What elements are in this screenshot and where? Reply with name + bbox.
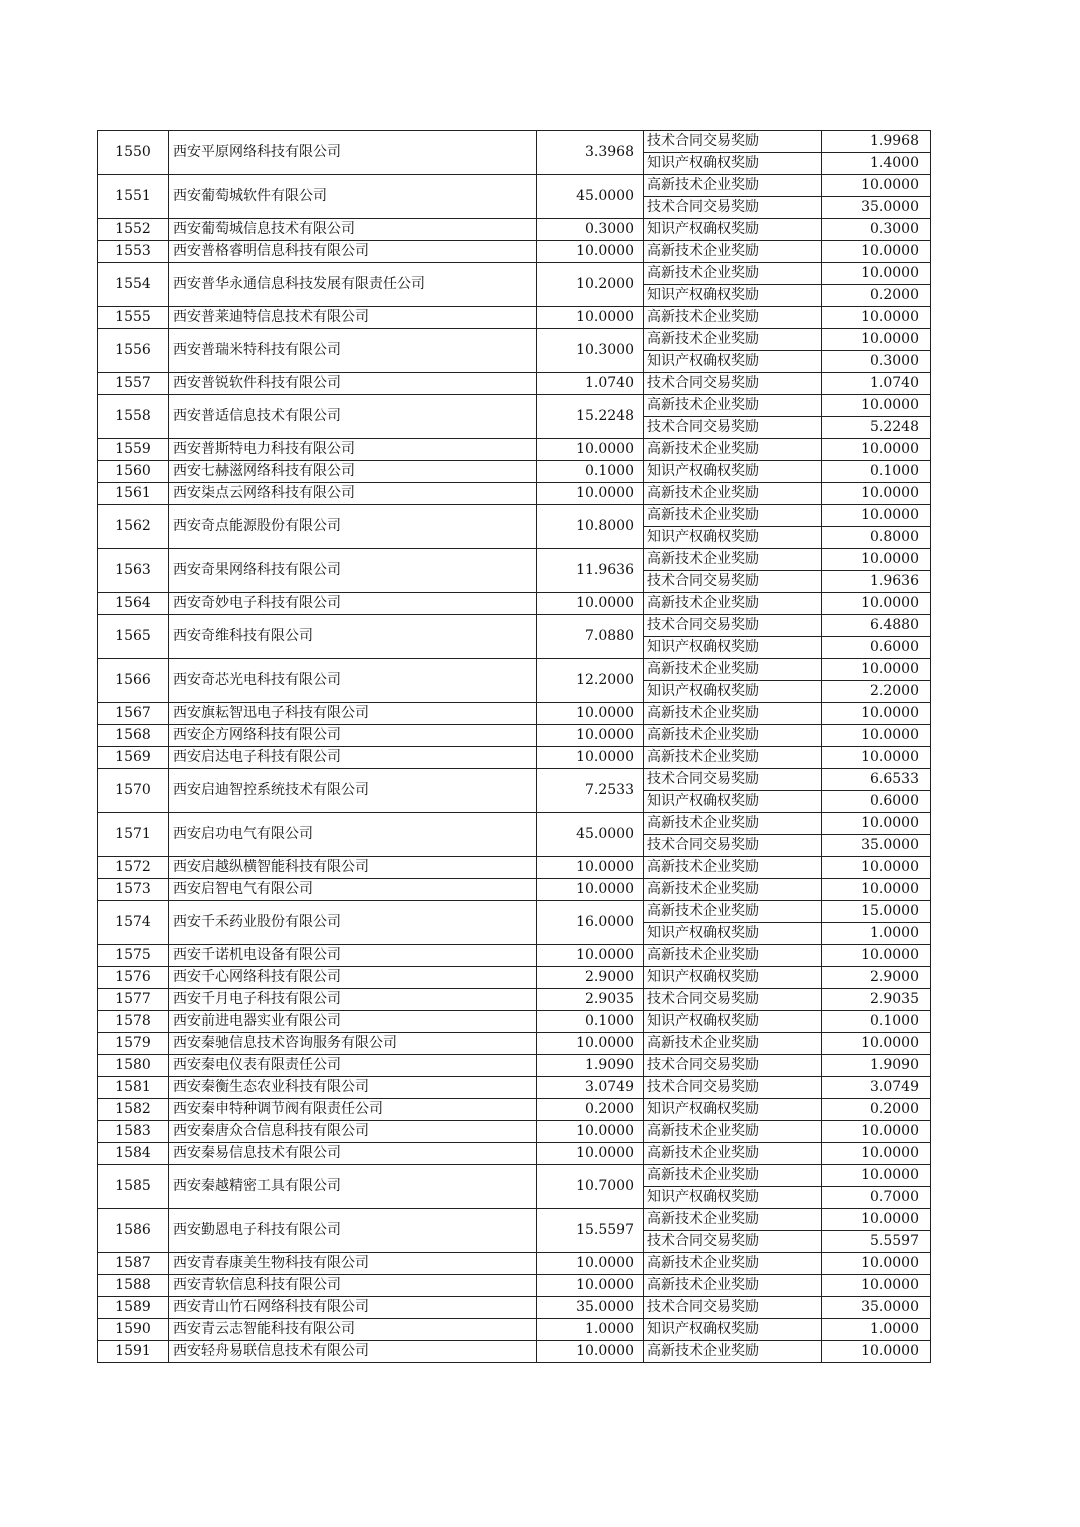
award-table [97, 130, 931, 1363]
company-name: 西安奇芯光电科技有限公司 [169, 659, 537, 703]
award-amount: 35.0000 [822, 1297, 931, 1319]
company-name: 西安葡萄城信息技术有限公司 [169, 219, 537, 241]
total-amount: 11.9636 [537, 549, 644, 593]
award-type: 技术合同交易奖励 [644, 131, 822, 153]
row-number: 1574 [98, 901, 169, 945]
company-name: 西安启智电气有限公司 [169, 879, 537, 901]
company-name: 西安普斯特电力科技有限公司 [169, 439, 537, 461]
award-amount: 0.7000 [822, 1187, 931, 1209]
company-name: 西安秦易信息技术有限公司 [169, 1143, 537, 1165]
award-type: 技术合同交易奖励 [644, 373, 822, 395]
award-type: 技术合同交易奖励 [644, 571, 822, 593]
award-amount: 5.5597 [822, 1231, 931, 1253]
company-name: 西安奇妙电子科技有限公司 [169, 593, 537, 615]
award-type: 高新技术企业奖励 [644, 395, 822, 417]
award-amount: 35.0000 [822, 197, 931, 219]
row-number: 1581 [98, 1077, 169, 1099]
award-type: 知识产权确权奖励 [644, 351, 822, 373]
table-row [98, 395, 931, 417]
table-row [98, 1077, 931, 1099]
row-number: 1569 [98, 747, 169, 769]
total-amount: 1.0740 [537, 373, 644, 395]
award-amount: 0.1000 [822, 461, 931, 483]
table-row [98, 967, 931, 989]
total-amount: 0.3000 [537, 219, 644, 241]
table-row [98, 483, 931, 505]
company-name: 西安奇维科技有限公司 [169, 615, 537, 659]
award-amount: 2.2000 [822, 681, 931, 703]
row-number: 1583 [98, 1121, 169, 1143]
table-row [98, 131, 931, 153]
total-amount: 10.8000 [537, 505, 644, 549]
company-name: 西安启达电子科技有限公司 [169, 747, 537, 769]
award-type: 知识产权确权奖励 [644, 285, 822, 307]
row-number: 1591 [98, 1341, 169, 1363]
award-type: 技术合同交易奖励 [644, 1231, 822, 1253]
table-row [98, 615, 931, 637]
table-row [98, 307, 931, 329]
row-number: 1588 [98, 1275, 169, 1297]
company-name: 西安奇点能源股份有限公司 [169, 505, 537, 549]
row-number: 1578 [98, 1011, 169, 1033]
table-row [98, 813, 931, 835]
total-amount: 10.2000 [537, 263, 644, 307]
table-row [98, 857, 931, 879]
row-number: 1550 [98, 131, 169, 175]
row-number: 1556 [98, 329, 169, 373]
award-amount: 0.1000 [822, 1011, 931, 1033]
award-type: 知识产权确权奖励 [644, 1187, 822, 1209]
award-amount: 10.0000 [822, 241, 931, 263]
row-number: 1553 [98, 241, 169, 263]
award-type: 高新技术企业奖励 [644, 945, 822, 967]
award-type: 高新技术企业奖励 [644, 307, 822, 329]
row-number: 1576 [98, 967, 169, 989]
total-amount: 10.0000 [537, 483, 644, 505]
award-amount: 0.6000 [822, 637, 931, 659]
award-amount: 35.0000 [822, 835, 931, 857]
table-row [98, 1033, 931, 1055]
company-name: 西安平原网络科技有限公司 [169, 131, 537, 175]
table-row [98, 1143, 931, 1165]
total-amount: 1.9090 [537, 1055, 644, 1077]
award-type: 知识产权确权奖励 [644, 153, 822, 175]
table-row [98, 175, 931, 197]
award-amount: 10.0000 [822, 1033, 931, 1055]
row-number: 1575 [98, 945, 169, 967]
row-number: 1573 [98, 879, 169, 901]
award-type: 技术合同交易奖励 [644, 417, 822, 439]
award-type: 高新技术企业奖励 [644, 857, 822, 879]
total-amount: 10.0000 [537, 307, 644, 329]
award-table-body [98, 131, 931, 1363]
total-amount: 45.0000 [537, 175, 644, 219]
award-amount: 10.0000 [822, 263, 931, 285]
total-amount: 10.0000 [537, 1341, 644, 1363]
award-type: 高新技术企业奖励 [644, 329, 822, 351]
award-amount: 1.0740 [822, 373, 931, 395]
award-amount: 10.0000 [822, 813, 931, 835]
company-name: 西安秦衡生态农业科技有限公司 [169, 1077, 537, 1099]
company-name: 西安轻舟易联信息技术有限公司 [169, 1341, 537, 1363]
award-type: 技术合同交易奖励 [644, 835, 822, 857]
total-amount: 10.0000 [537, 747, 644, 769]
award-amount: 10.0000 [822, 1275, 931, 1297]
total-amount: 10.0000 [537, 703, 644, 725]
award-type: 技术合同交易奖励 [644, 769, 822, 791]
table-row [98, 1275, 931, 1297]
table-row [98, 1319, 931, 1341]
award-type: 高新技术企业奖励 [644, 901, 822, 923]
row-number: 1586 [98, 1209, 169, 1253]
table-row [98, 263, 931, 285]
award-type: 知识产权确权奖励 [644, 791, 822, 813]
award-type: 知识产权确权奖励 [644, 219, 822, 241]
award-amount: 2.9035 [822, 989, 931, 1011]
award-amount: 10.0000 [822, 549, 931, 571]
row-number: 1555 [98, 307, 169, 329]
total-amount: 10.0000 [537, 879, 644, 901]
company-name: 西安千禾药业股份有限公司 [169, 901, 537, 945]
award-type: 高新技术企业奖励 [644, 725, 822, 747]
award-type: 高新技术企业奖励 [644, 879, 822, 901]
table-row [98, 1165, 931, 1187]
table-row [98, 989, 931, 1011]
total-amount: 3.0749 [537, 1077, 644, 1099]
table-row [98, 1055, 931, 1077]
row-number: 1580 [98, 1055, 169, 1077]
row-number: 1577 [98, 989, 169, 1011]
row-number: 1568 [98, 725, 169, 747]
award-amount: 10.0000 [822, 945, 931, 967]
company-name: 西安普莱迪特信息技术有限公司 [169, 307, 537, 329]
award-amount: 10.0000 [822, 659, 931, 681]
total-amount: 0.1000 [537, 1011, 644, 1033]
award-amount: 6.6533 [822, 769, 931, 791]
company-name: 西安青春康美生物科技有限公司 [169, 1253, 537, 1275]
company-name: 西安柒点云网络科技有限公司 [169, 483, 537, 505]
award-amount: 10.0000 [822, 1121, 931, 1143]
table-row [98, 1209, 931, 1231]
award-type: 知识产权确权奖励 [644, 527, 822, 549]
company-name: 西安青山竹石网络科技有限公司 [169, 1297, 537, 1319]
total-amount: 35.0000 [537, 1297, 644, 1319]
award-type: 高新技术企业奖励 [644, 439, 822, 461]
award-amount: 10.0000 [822, 1143, 931, 1165]
award-type: 知识产权确权奖励 [644, 1319, 822, 1341]
row-number: 1552 [98, 219, 169, 241]
total-amount: 10.0000 [537, 439, 644, 461]
total-amount: 7.0880 [537, 615, 644, 659]
award-amount: 10.0000 [822, 1209, 931, 1231]
award-type: 高新技术企业奖励 [644, 1253, 822, 1275]
award-amount: 10.0000 [822, 879, 931, 901]
award-amount: 2.9000 [822, 967, 931, 989]
award-amount: 3.0749 [822, 1077, 931, 1099]
total-amount: 10.0000 [537, 1143, 644, 1165]
award-amount: 10.0000 [822, 1253, 931, 1275]
award-amount: 1.0000 [822, 1319, 931, 1341]
award-amount: 0.6000 [822, 791, 931, 813]
award-amount: 10.0000 [822, 593, 931, 615]
table-row [98, 1297, 931, 1319]
row-number: 1566 [98, 659, 169, 703]
company-name: 西安秦越精密工具有限公司 [169, 1165, 537, 1209]
row-number: 1571 [98, 813, 169, 857]
award-type: 知识产权确权奖励 [644, 923, 822, 945]
company-name: 西安普适信息技术有限公司 [169, 395, 537, 439]
total-amount: 12.2000 [537, 659, 644, 703]
table-row [98, 1121, 931, 1143]
award-amount: 6.4880 [822, 615, 931, 637]
row-number: 1560 [98, 461, 169, 483]
total-amount: 10.0000 [537, 725, 644, 747]
row-number: 1589 [98, 1297, 169, 1319]
table-row [98, 725, 931, 747]
award-type: 技术合同交易奖励 [644, 615, 822, 637]
row-number: 1572 [98, 857, 169, 879]
award-type: 知识产权确权奖励 [644, 637, 822, 659]
table-row [98, 549, 931, 571]
company-name: 西安勤恩电子科技有限公司 [169, 1209, 537, 1253]
total-amount: 10.0000 [537, 945, 644, 967]
row-number: 1558 [98, 395, 169, 439]
award-amount: 10.0000 [822, 725, 931, 747]
company-name: 西安千心网络科技有限公司 [169, 967, 537, 989]
award-type: 高新技术企业奖励 [644, 263, 822, 285]
table-row [98, 1253, 931, 1275]
company-name: 西安普华永通信息科技发展有限责任公司 [169, 263, 537, 307]
table-row [98, 439, 931, 461]
award-type: 知识产权确权奖励 [644, 967, 822, 989]
award-amount: 0.2000 [822, 285, 931, 307]
award-type: 高新技术企业奖励 [644, 483, 822, 505]
row-number: 1551 [98, 175, 169, 219]
award-type: 高新技术企业奖励 [644, 1121, 822, 1143]
company-name: 西安启迪智控系统技术有限公司 [169, 769, 537, 813]
total-amount: 3.3968 [537, 131, 644, 175]
company-name: 西安启越纵横智能科技有限公司 [169, 857, 537, 879]
row-number: 1567 [98, 703, 169, 725]
table-row [98, 461, 931, 483]
company-name: 西安普瑞米特科技有限公司 [169, 329, 537, 373]
table-row [98, 1341, 931, 1363]
row-number: 1579 [98, 1033, 169, 1055]
row-number: 1565 [98, 615, 169, 659]
table-row [98, 659, 931, 681]
table-row [98, 747, 931, 769]
award-amount: 0.8000 [822, 527, 931, 549]
company-name: 西安启功电气有限公司 [169, 813, 537, 857]
table-row [98, 241, 931, 263]
company-name: 西安秦唐众合信息科技有限公司 [169, 1121, 537, 1143]
company-name: 西安普锐软件科技有限公司 [169, 373, 537, 395]
award-amount: 10.0000 [822, 483, 931, 505]
total-amount: 1.0000 [537, 1319, 644, 1341]
table-row [98, 1011, 931, 1033]
award-amount: 10.0000 [822, 175, 931, 197]
award-amount: 0.3000 [822, 351, 931, 373]
total-amount: 10.0000 [537, 1275, 644, 1297]
award-amount: 15.0000 [822, 901, 931, 923]
company-name: 西安普格睿明信息科技有限公司 [169, 241, 537, 263]
award-amount: 10.0000 [822, 329, 931, 351]
total-amount: 15.5597 [537, 1209, 644, 1253]
table-row [98, 1099, 931, 1121]
award-type: 高新技术企业奖励 [644, 747, 822, 769]
award-type: 高新技术企业奖励 [644, 505, 822, 527]
award-amount: 1.0000 [822, 923, 931, 945]
award-type: 技术合同交易奖励 [644, 1055, 822, 1077]
total-amount: 10.0000 [537, 1253, 644, 1275]
total-amount: 0.2000 [537, 1099, 644, 1121]
award-type: 高新技术企业奖励 [644, 593, 822, 615]
award-type: 技术合同交易奖励 [644, 989, 822, 1011]
table-row [98, 373, 931, 395]
row-number: 1557 [98, 373, 169, 395]
total-amount: 16.0000 [537, 901, 644, 945]
company-name: 西安秦电仪表有限责任公司 [169, 1055, 537, 1077]
row-number: 1570 [98, 769, 169, 813]
company-name: 西安青云志智能科技有限公司 [169, 1319, 537, 1341]
total-amount: 10.0000 [537, 1121, 644, 1143]
award-type: 技术合同交易奖励 [644, 1297, 822, 1319]
table-row [98, 703, 931, 725]
row-number: 1582 [98, 1099, 169, 1121]
award-type: 高新技术企业奖励 [644, 1165, 822, 1187]
award-type: 高新技术企业奖励 [644, 241, 822, 263]
company-name: 西安企方网络科技有限公司 [169, 725, 537, 747]
table-row [98, 219, 931, 241]
award-amount: 1.4000 [822, 153, 931, 175]
table-row [98, 879, 931, 901]
company-name: 西安前进电器实业有限公司 [169, 1011, 537, 1033]
company-name: 西安七赫滋网络科技有限公司 [169, 461, 537, 483]
total-amount: 2.9000 [537, 967, 644, 989]
award-type: 高新技术企业奖励 [644, 549, 822, 571]
table-row [98, 769, 931, 791]
row-number: 1563 [98, 549, 169, 593]
table-row [98, 901, 931, 923]
row-number: 1561 [98, 483, 169, 505]
award-amount: 5.2248 [822, 417, 931, 439]
total-amount: 45.0000 [537, 813, 644, 857]
award-amount: 1.9968 [822, 131, 931, 153]
company-name: 西安千诺机电设备有限公司 [169, 945, 537, 967]
award-amount: 10.0000 [822, 1165, 931, 1187]
award-type: 高新技术企业奖励 [644, 1143, 822, 1165]
award-type: 高新技术企业奖励 [644, 1275, 822, 1297]
row-number: 1564 [98, 593, 169, 615]
award-type: 技术合同交易奖励 [644, 197, 822, 219]
total-amount: 10.7000 [537, 1165, 644, 1209]
award-type: 高新技术企业奖励 [644, 1341, 822, 1363]
total-amount: 15.2248 [537, 395, 644, 439]
award-amount: 0.2000 [822, 1099, 931, 1121]
table-row [98, 505, 931, 527]
total-amount: 0.1000 [537, 461, 644, 483]
award-amount: 10.0000 [822, 439, 931, 461]
award-amount: 10.0000 [822, 703, 931, 725]
company-name: 西安青软信息科技有限公司 [169, 1275, 537, 1297]
row-number: 1585 [98, 1165, 169, 1209]
award-type: 高新技术企业奖励 [644, 1209, 822, 1231]
row-number: 1562 [98, 505, 169, 549]
table-row [98, 593, 931, 615]
company-name: 西安葡萄城软件有限公司 [169, 175, 537, 219]
company-name: 西安秦驰信息技术咨询服务有限公司 [169, 1033, 537, 1055]
award-type: 高新技术企业奖励 [644, 703, 822, 725]
table-row [98, 945, 931, 967]
total-amount: 10.0000 [537, 241, 644, 263]
award-amount: 10.0000 [822, 505, 931, 527]
award-type: 高新技术企业奖励 [644, 175, 822, 197]
award-amount: 1.9090 [822, 1055, 931, 1077]
award-type: 知识产权确权奖励 [644, 1099, 822, 1121]
award-type: 高新技术企业奖励 [644, 659, 822, 681]
company-name: 西安奇果网络科技有限公司 [169, 549, 537, 593]
award-type: 技术合同交易奖励 [644, 1077, 822, 1099]
total-amount: 10.3000 [537, 329, 644, 373]
row-number: 1590 [98, 1319, 169, 1341]
total-amount: 10.0000 [537, 1033, 644, 1055]
award-amount: 1.9636 [822, 571, 931, 593]
total-amount: 2.9035 [537, 989, 644, 1011]
award-amount: 10.0000 [822, 307, 931, 329]
table-row [98, 329, 931, 351]
award-amount: 10.0000 [822, 1341, 931, 1363]
award-type: 高新技术企业奖励 [644, 813, 822, 835]
award-amount: 10.0000 [822, 857, 931, 879]
total-amount: 10.0000 [537, 857, 644, 879]
row-number: 1554 [98, 263, 169, 307]
company-name: 西安秦申特种调节阀有限责任公司 [169, 1099, 537, 1121]
company-name: 西安旗耘智迅电子科技有限公司 [169, 703, 537, 725]
award-type: 高新技术企业奖励 [644, 1033, 822, 1055]
row-number: 1584 [98, 1143, 169, 1165]
total-amount: 7.2533 [537, 769, 644, 813]
award-type: 知识产权确权奖励 [644, 1011, 822, 1033]
row-number: 1587 [98, 1253, 169, 1275]
award-amount: 10.0000 [822, 395, 931, 417]
total-amount: 10.0000 [537, 593, 644, 615]
award-type: 知识产权确权奖励 [644, 461, 822, 483]
award-amount: 0.3000 [822, 219, 931, 241]
award-amount: 10.0000 [822, 747, 931, 769]
company-name: 西安千月电子科技有限公司 [169, 989, 537, 1011]
row-number: 1559 [98, 439, 169, 461]
award-type: 知识产权确权奖励 [644, 681, 822, 703]
